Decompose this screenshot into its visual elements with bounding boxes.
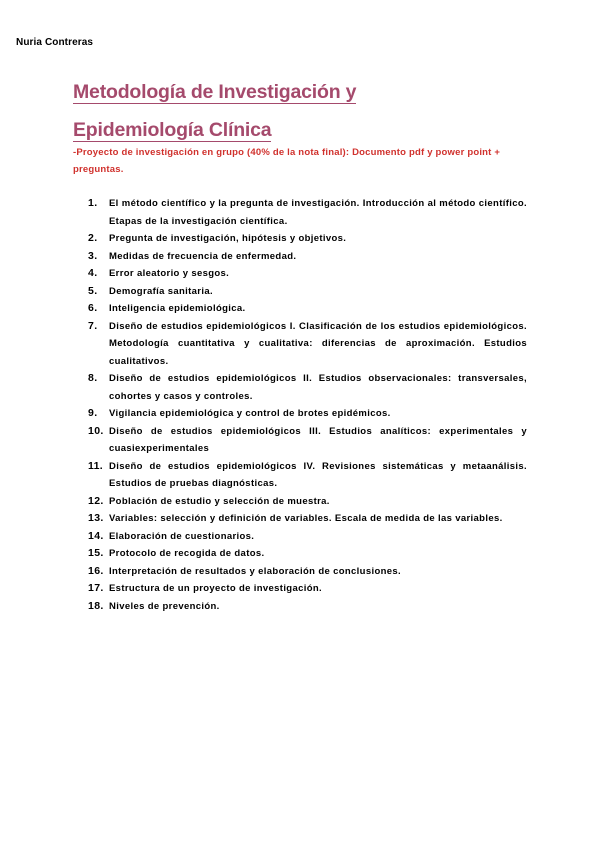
topic-item [82, 195, 527, 230]
topic-text: Diseño de estudios epidemiológicos II. Estudios observacionales: transversales, cohortes y casos y controles. [109, 373, 527, 402]
topic-number: 13. [88, 512, 104, 524]
topic-item [82, 230, 527, 248]
topic-text: Demografía sanitaria. [109, 285, 213, 297]
topic-text: Vigilancia epidemiológica y control de brotes epidémicos. [109, 408, 391, 419]
topic-number: 2. [88, 232, 98, 244]
topic-item [82, 318, 527, 371]
topic-item [82, 283, 527, 301]
topic-number: 18. [88, 599, 104, 612]
topic-number: 16. [88, 564, 104, 577]
topic-text: Pregunta de investigación, hipótesis y objetivos. [109, 233, 347, 244]
topic-number: 14. [88, 529, 104, 542]
topic-number: 6. [88, 302, 98, 314]
topic-item [82, 423, 527, 458]
topic-text: Variables: selección y definición de variables. Escala de medida de las variables. [109, 513, 503, 524]
topic-text: Protocolo de recogida de datos. [109, 548, 265, 559]
topic-item [82, 545, 527, 563]
title-line-1: Metodología de Investigación y [73, 81, 357, 103]
topic-number: 8. [88, 372, 98, 384]
topic-number: 1. [88, 197, 98, 209]
topic-text: Diseño de estudios epidemiológicos III. Estudios analíticos: experimentales y cuasiexperimentales [109, 425, 527, 454]
topic-number: 15. [88, 547, 104, 559]
topic-number: 11. [88, 459, 104, 472]
author-name: Nuria Contreras [16, 37, 94, 48]
topic-item [82, 563, 527, 581]
topic-item [82, 598, 527, 616]
topic-number: 5. [88, 284, 98, 297]
topic-text: Interpretación de resultados y elaboración de conclusiones. [109, 565, 402, 577]
topic-number: 9. [88, 407, 98, 419]
topic-item [82, 265, 527, 283]
page-title [73, 76, 533, 147]
topic-text: Diseño de estudios epidemiológicos I. Clasificación de los estudios epidemiológicos. Metodología cuantitativa y cualitativa: diferencias de aproximación. Estudios cualitativos. [109, 320, 527, 367]
topic-number: 7. [88, 319, 98, 332]
topic-item [82, 300, 527, 318]
topic-text: Error aleatorio y sesgos. [109, 268, 230, 279]
topic-number: 4. [88, 267, 98, 279]
topic-text: Inteligencia epidemiológica. [109, 303, 246, 314]
topic-text: El método científico y la pregunta de investigación. Introducción al método científico. Etapas de la investigación científica. [109, 198, 527, 227]
topic-number: 17. [88, 582, 104, 594]
topic-list [82, 195, 527, 615]
topic-item [82, 493, 527, 511]
topic-number: 12. [88, 494, 104, 507]
topic-item [82, 510, 527, 528]
topic-number: 10. [88, 424, 104, 437]
topic-item [82, 370, 527, 405]
topic-item [82, 248, 527, 266]
title-line-2: Epidemiología Clínica [73, 119, 272, 141]
topic-text: Elaboración de cuestionarios. [109, 530, 255, 542]
topic-item [82, 458, 527, 493]
topic-text: Estructura de un proyecto de investigación. [109, 583, 323, 594]
topic-text: Diseño de estudios epidemiológicos IV. Revisiones sistemáticas y metaanálisis. Estudios de pruebas diagnósticas. [109, 460, 527, 489]
topic-item [82, 580, 527, 598]
topic-text: Medidas de frecuencia de enfermedad. [109, 250, 297, 262]
project-note: -Proyecto de investigación en grupo (40% de la nota final): Documento pdf y power point + preguntas. [73, 147, 501, 175]
topic-text: Niveles de prevención. [109, 600, 220, 612]
topic-item [82, 528, 527, 546]
topic-number: 3. [88, 249, 98, 262]
topic-text: Población de estudio y selección de muestra. [109, 495, 330, 507]
topic-item [82, 405, 527, 423]
